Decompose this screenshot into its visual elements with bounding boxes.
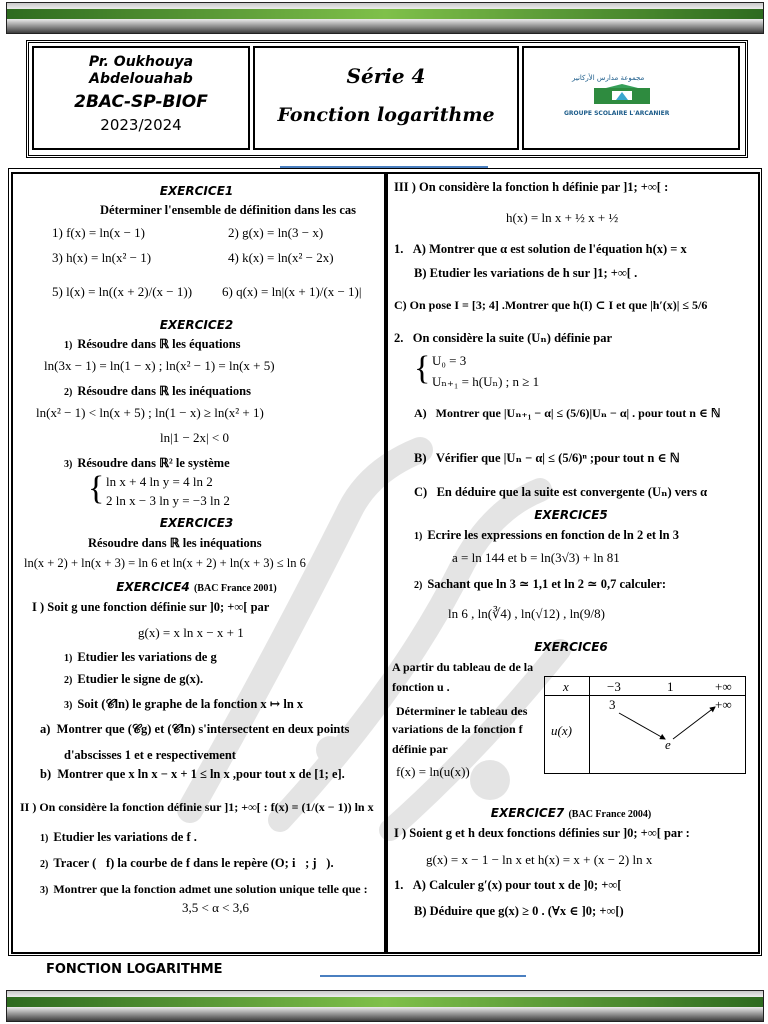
ex5-q2-eq: ln 6 , ln(∛4) , ln(√12) , ln(9/8) [448,606,605,621]
ex4-h-definition: h(x) = ln x + ½ x + ½ [506,210,619,225]
ex6-text-5: définie par [392,742,448,756]
ex7-q1A: 1. A) Calculer g′(x) pour tout x de ]0; +∞[ [394,878,622,892]
ex6-title: EXERCICE6 [534,640,608,654]
ex7-part-I: I ) Soient g et h deux fonctions définies sur ]0; +∞[ par : [394,826,690,840]
table-head-a: −3 [607,679,621,694]
title-box [253,46,519,150]
ex4-III2A: A) Montrer que |Uₙ₊₁ − α| ≤ (5/6)|Uₙ − α| . pour tout n ∈ ℕ [414,406,721,420]
ex4-Ib: b) Montrer que x ln x − x + 1 ≤ ln x ,pour tout x de [1; e]. [40,767,345,781]
ex2-q2: 2) Résoudre dans ℝ les inéquations [64,384,251,398]
school-logo-icon [592,84,652,108]
table-head-b: 1 [667,679,674,694]
ex1-item-1: 1) f(x) = ln(x − 1) [52,225,145,240]
ex1-item-6: 6) q(x) = ln|(x + 1)/(x − 1)| [222,284,362,299]
ex4-III1B: B) Etudier les variations de h sur ]1; +∞[ . [414,266,638,280]
top-banner [6,2,764,34]
ex4-III2: 2. On considère la suite (Uₙ) définie par [394,331,613,345]
table-head-x: x [563,679,569,694]
ex4-III1C: C) On pose I = [3; 4] .Montrer que h(I) ⊂ I et que |h′(x)| ≤ 5/6 [394,298,708,312]
ex5-q2: 2) Sachant que ln 3 ≃ 1,1 et ln 2 ≃ 0,7 calculer: [414,577,666,591]
ex3-title: EXERCICE3 [159,516,234,530]
ex2-q3-eq2: 2 ln x − 3 ln y = −3 ln 2 [106,493,230,508]
author-line2: Abdelouahab [89,71,193,87]
ex4-part-I: I ) Soit g une fonction définie sur ]0; +∞[ par [32,600,270,614]
bottom-banner [6,990,764,1022]
ex4-title: EXERCICE4 (BAC France 2001) [116,580,277,594]
ex4-g-definition: g(x) = x ln x − x + 1 [138,625,244,640]
ex2-q3-eq1: ln x + 4 ln y = 4 ln 2 [106,474,213,489]
topic-title: Fonction logarithme [277,104,495,126]
ex6-text-3: Déterminer le tableau des [396,704,528,718]
ex5-title: EXERCICE5 [534,508,608,522]
ex2-title: EXERCICE2 [159,318,234,332]
table-value-start: 3 [609,697,616,712]
ex6-text-1: A partir du tableau de de la [392,660,534,674]
ex2-q1-eq: ln(3x − 1) = ln(1 − x) ; ln(x² − 1) = ln(x + 5) [44,358,275,373]
ex2-q1: 1) Résoudre dans ℝ les équations [64,337,241,351]
ex1-item-4: 4) k(x) = ln(x² − 2x) [228,250,334,265]
ex4-I2: 2) Etudier le signe de g(x). [64,672,204,686]
ex4-II1: 1) Etudier les variations de f . [40,830,197,844]
ex2-q2-eq1: ln(x² − 1) < ln(x + 5) ; ln(1 − x) ≥ ln(x² + 1) [36,405,264,420]
ex7-title: EXERCICE7 (BAC France 2004) [490,806,652,820]
ex2-system-brace: { [88,470,105,507]
ex1-item-3: 3) h(x) = ln(x² − 1) [52,250,152,265]
ex4-Ia-continued: d'abscisses 1 et e respectivement [64,748,236,762]
ex4-part-II: II ) On considère la fonction définie sur ]1; +∞[ : f(x) = (1/(x − 1)) ln x [20,800,374,814]
ex1-item-2: 2) g(x) = ln(3 − x) [228,225,324,240]
variation-table [544,676,746,774]
ex6-text-4: variations de la fonction f [392,722,523,736]
ex7-q1B: B) Déduire que g(x) ≥ 0 . (∀x ∈ ]0; +∞[) [414,904,624,918]
author-line1: Pr. Oukhouya [88,54,194,70]
ex1-title: EXERCICE1 [159,184,234,198]
ex4-III2C: C) En déduire que la suite est convergente (Uₙ) vers α [414,485,708,499]
ex4-III1A: 1. A) Montrer que α est solution de l'équation h(x) = x [394,242,687,256]
ex4-II3-interval: 3,5 < α < 3,6 [182,900,249,915]
ex4-II3: 3) Montrer que la fonction admet une solution unique telle que : [40,882,368,896]
ex4-I3: 3) Soit (𝒞ln) le graphe de la fonction x ↦ ln x [64,697,304,711]
ex6-text-6: f(x) = ln(u(x)) [396,764,470,779]
ex4-part-III: III ) On considère la fonction h définie par ]1; +∞[ : [394,180,669,194]
footer-label: FONCTION LOGARITHME [46,962,223,977]
ex6-text-2: fonction u . [392,680,450,694]
table-row-label: u(x) [551,723,572,738]
ex4-I1: 1) Etudier les variations de g [64,650,217,664]
ex1-instruction: Déterminer l'ensemble de définition dans les cas [100,203,356,217]
logo-arabic: مجموعة مدارس الأركانير [572,74,645,82]
logo-text: GROUPE SCOLAIRE L'ARCANIER [564,110,670,117]
ex5-q1-eq: a = ln 144 et b = ln(3√3) + ln 81 [452,550,620,565]
table-head-c: +∞ [715,679,732,694]
ex3-eq: ln(x + 2) + ln(x + 3) = ln 6 et ln(x + 2) + ln(x + 3) ≤ ln 6 [24,556,306,570]
school-year: 2023/2024 [100,116,182,134]
ex4-sequence-brace: { [414,350,431,387]
table-value-end: +∞ [715,697,732,712]
ex2-q2-eq2: ln|1 − 2x| < 0 [160,430,229,445]
serie-title: Série 4 [346,64,426,88]
ex4-III2B: B) Vérifier que |Uₙ − α| ≤ (5/6)ⁿ ;pour tout n ∈ ℕ [414,451,680,465]
class-label: 2BAC-SP-BIOF [74,92,208,112]
table-value-min: e [665,737,671,752]
logo-box [522,46,740,150]
ex3-q: Résoudre dans ℝ les inéquations [88,536,262,550]
ex4-Un1: Uₙ₊₁ = h(Uₙ) ; n ≥ 1 [432,374,540,389]
ex2-q3: 3) Résoudre dans ℝ² le système [64,456,230,470]
ex4-Ia: a) Montrer que (𝒞g) et (𝒞ln) s'intersectent en deux points [40,722,350,736]
footer-divider [320,975,526,977]
variation-arrows [545,677,745,773]
ex1-item-5: 5) l(x) = ln((x + 2)/(x − 1)) [52,284,193,299]
ex7-definitions: g(x) = x − 1 − ln x et h(x) = x + (x − 2) ln x [426,852,653,867]
author-box [32,46,250,150]
ex4-II2: 2) Tracer (𝒞f) la courbe de f dans le repère (O; i⃗; j⃗). [40,856,334,870]
ex4-U0: U₀ = 3 [432,353,467,368]
ex5-q1: 1) Ecrire les expressions en fonction de ln 2 et ln 3 [414,528,679,542]
